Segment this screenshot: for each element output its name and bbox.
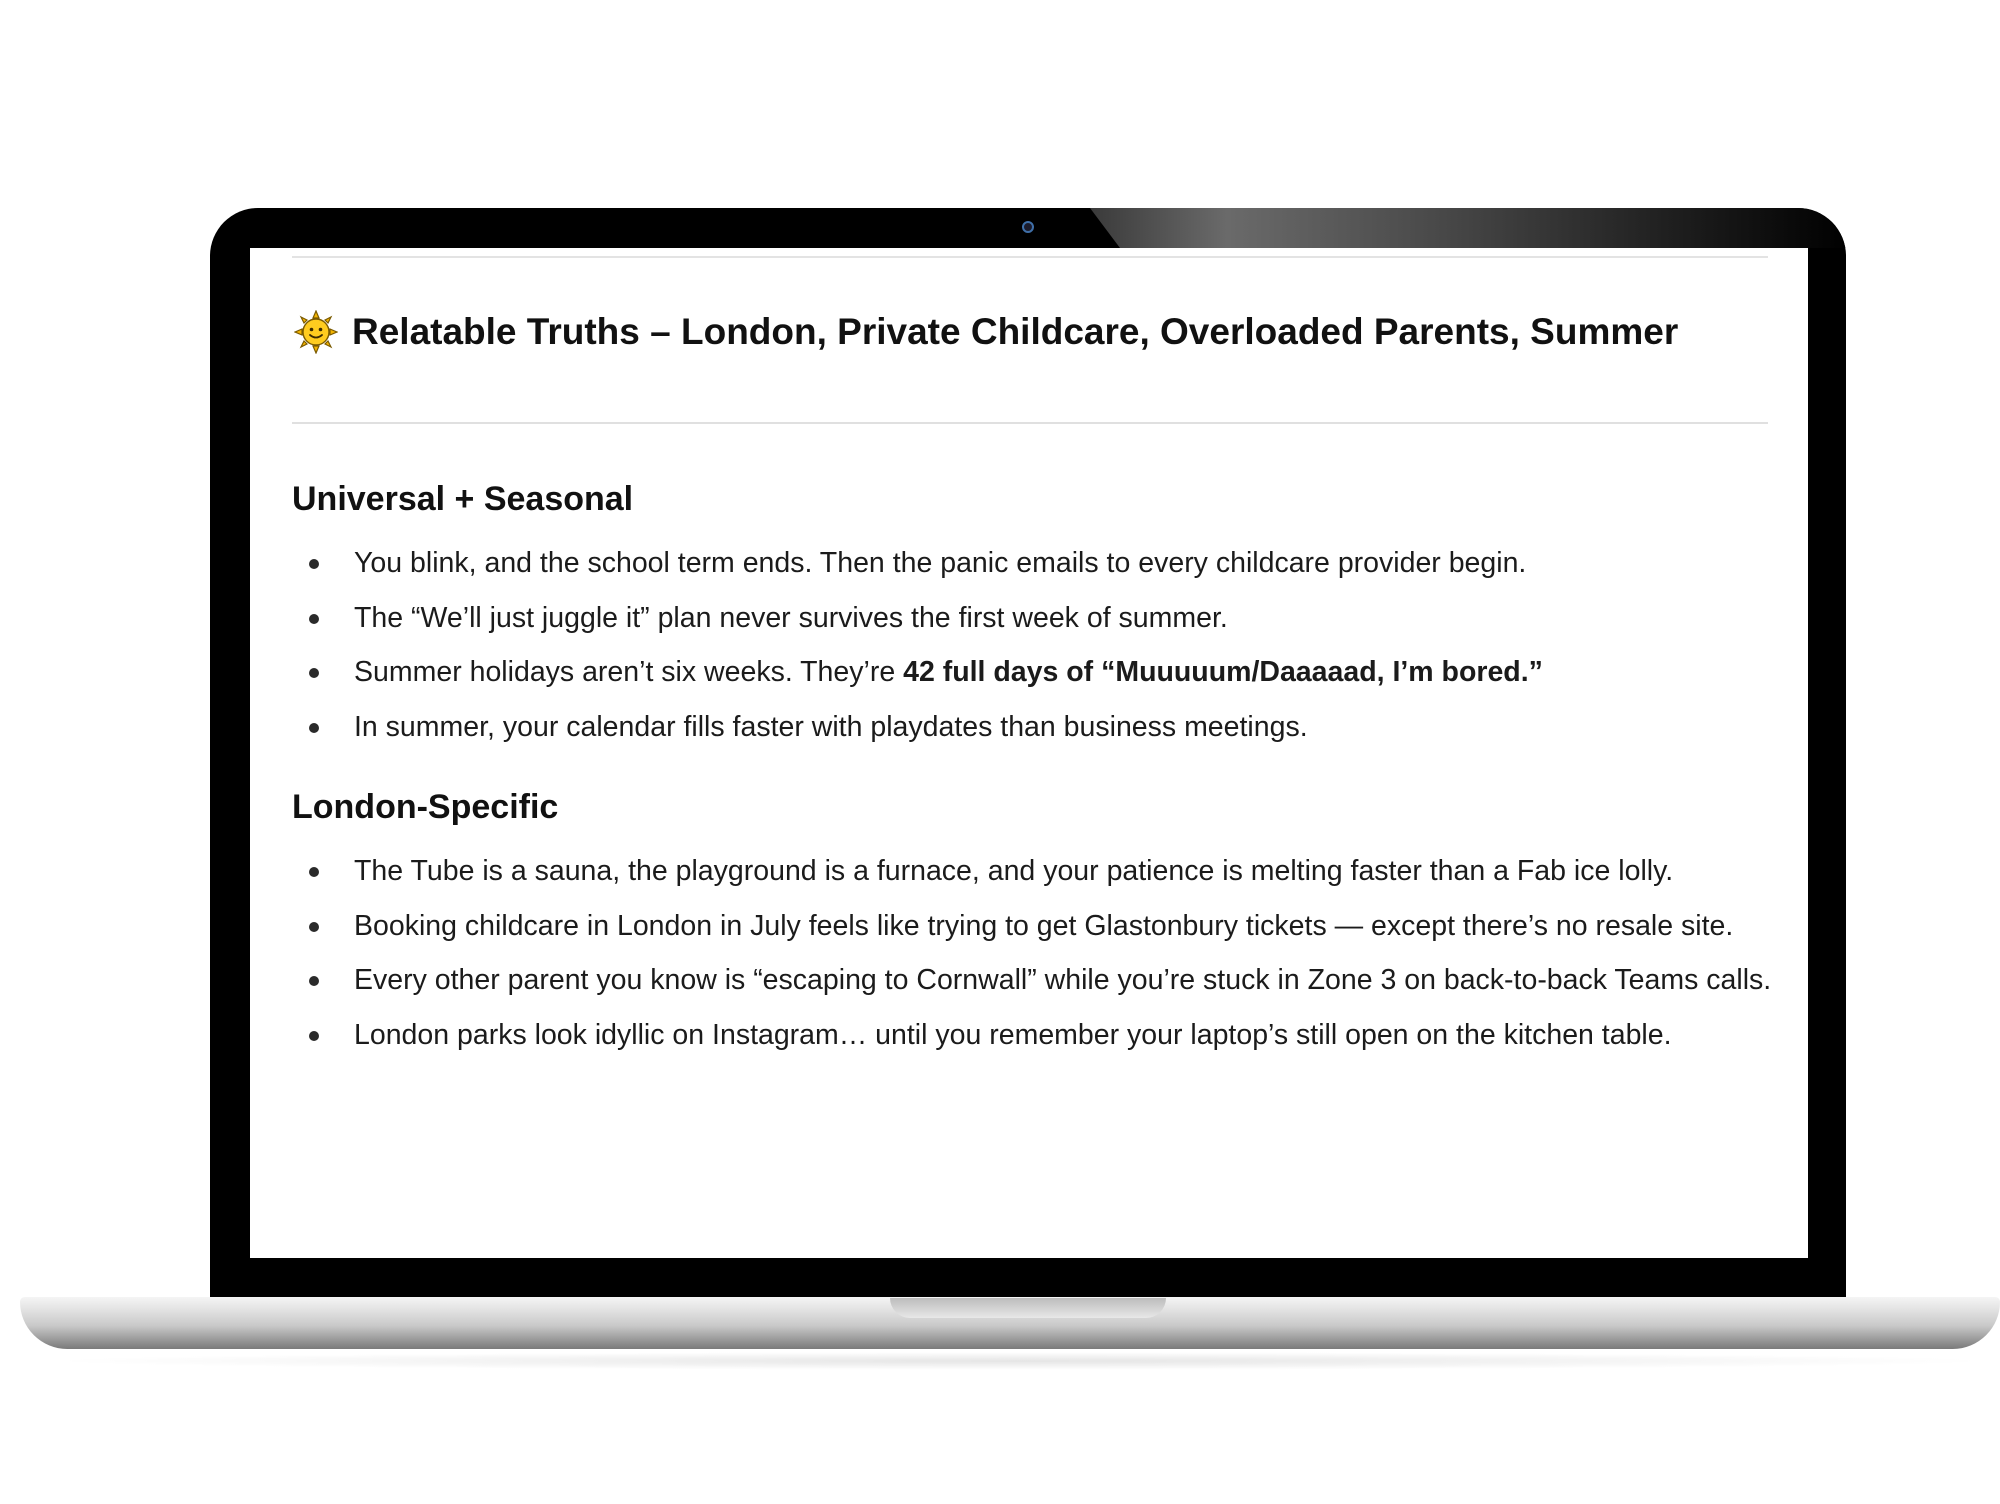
top-divider [292, 256, 1768, 258]
list-item: London parks look idyllic on Instagram… until you remember your laptop’s still open on the kitchen table. [292, 1008, 1772, 1063]
list-item: The “We’ll just juggle it” plan never survives the first week of summer. [292, 591, 1772, 646]
section-heading-london: London-Specific [292, 788, 559, 826]
list-item: The Tube is a sauna, the playground is a furnace, and your patience is melting faster than a Fab ice lolly. [292, 844, 1772, 899]
laptop-bezel [210, 208, 1846, 1303]
list-item: You blink, and the school term ends. Then the panic emails to every childcare provider begin. [292, 536, 1772, 591]
laptop-screen [250, 248, 1808, 1258]
bold-emphasis: 42 full days of “Muuuuum/Daaaaad, I’m bored.” [903, 656, 1543, 688]
heading-divider [292, 422, 1768, 424]
list-item: Every other parent you know is “escaping to Cornwall” while you’re stuck in Zone 3 on back-to-back Teams calls. [292, 953, 1772, 1008]
webcam-icon [1022, 221, 1034, 233]
document-body [292, 476, 1772, 1062]
document-heading [294, 310, 1678, 354]
bullet-list-universal [292, 536, 1772, 754]
list-item: Booking childcare in London in July feels like trying to get Glastonbury tickets — except there’s no resale site. [292, 899, 1772, 954]
bullet-list-london [292, 844, 1772, 1062]
sun-face-icon [294, 310, 338, 354]
section-heading-universal: Universal + Seasonal [292, 480, 634, 518]
laptop-notch [890, 1298, 1166, 1318]
laptop-shadow [40, 1352, 2000, 1370]
page-title: Relatable Truths – London, Private Childcare, Overloaded Parents, Summer [352, 311, 1679, 352]
list-item: Summer holidays aren’t six weeks. They’re 42 full days of “Muuuuum/Daaaaad, I’m bored.” [292, 645, 1772, 700]
list-item: In summer, your calendar fills faster with playdates than business meetings. [292, 700, 1772, 755]
bezel-reflection [1090, 208, 1846, 248]
